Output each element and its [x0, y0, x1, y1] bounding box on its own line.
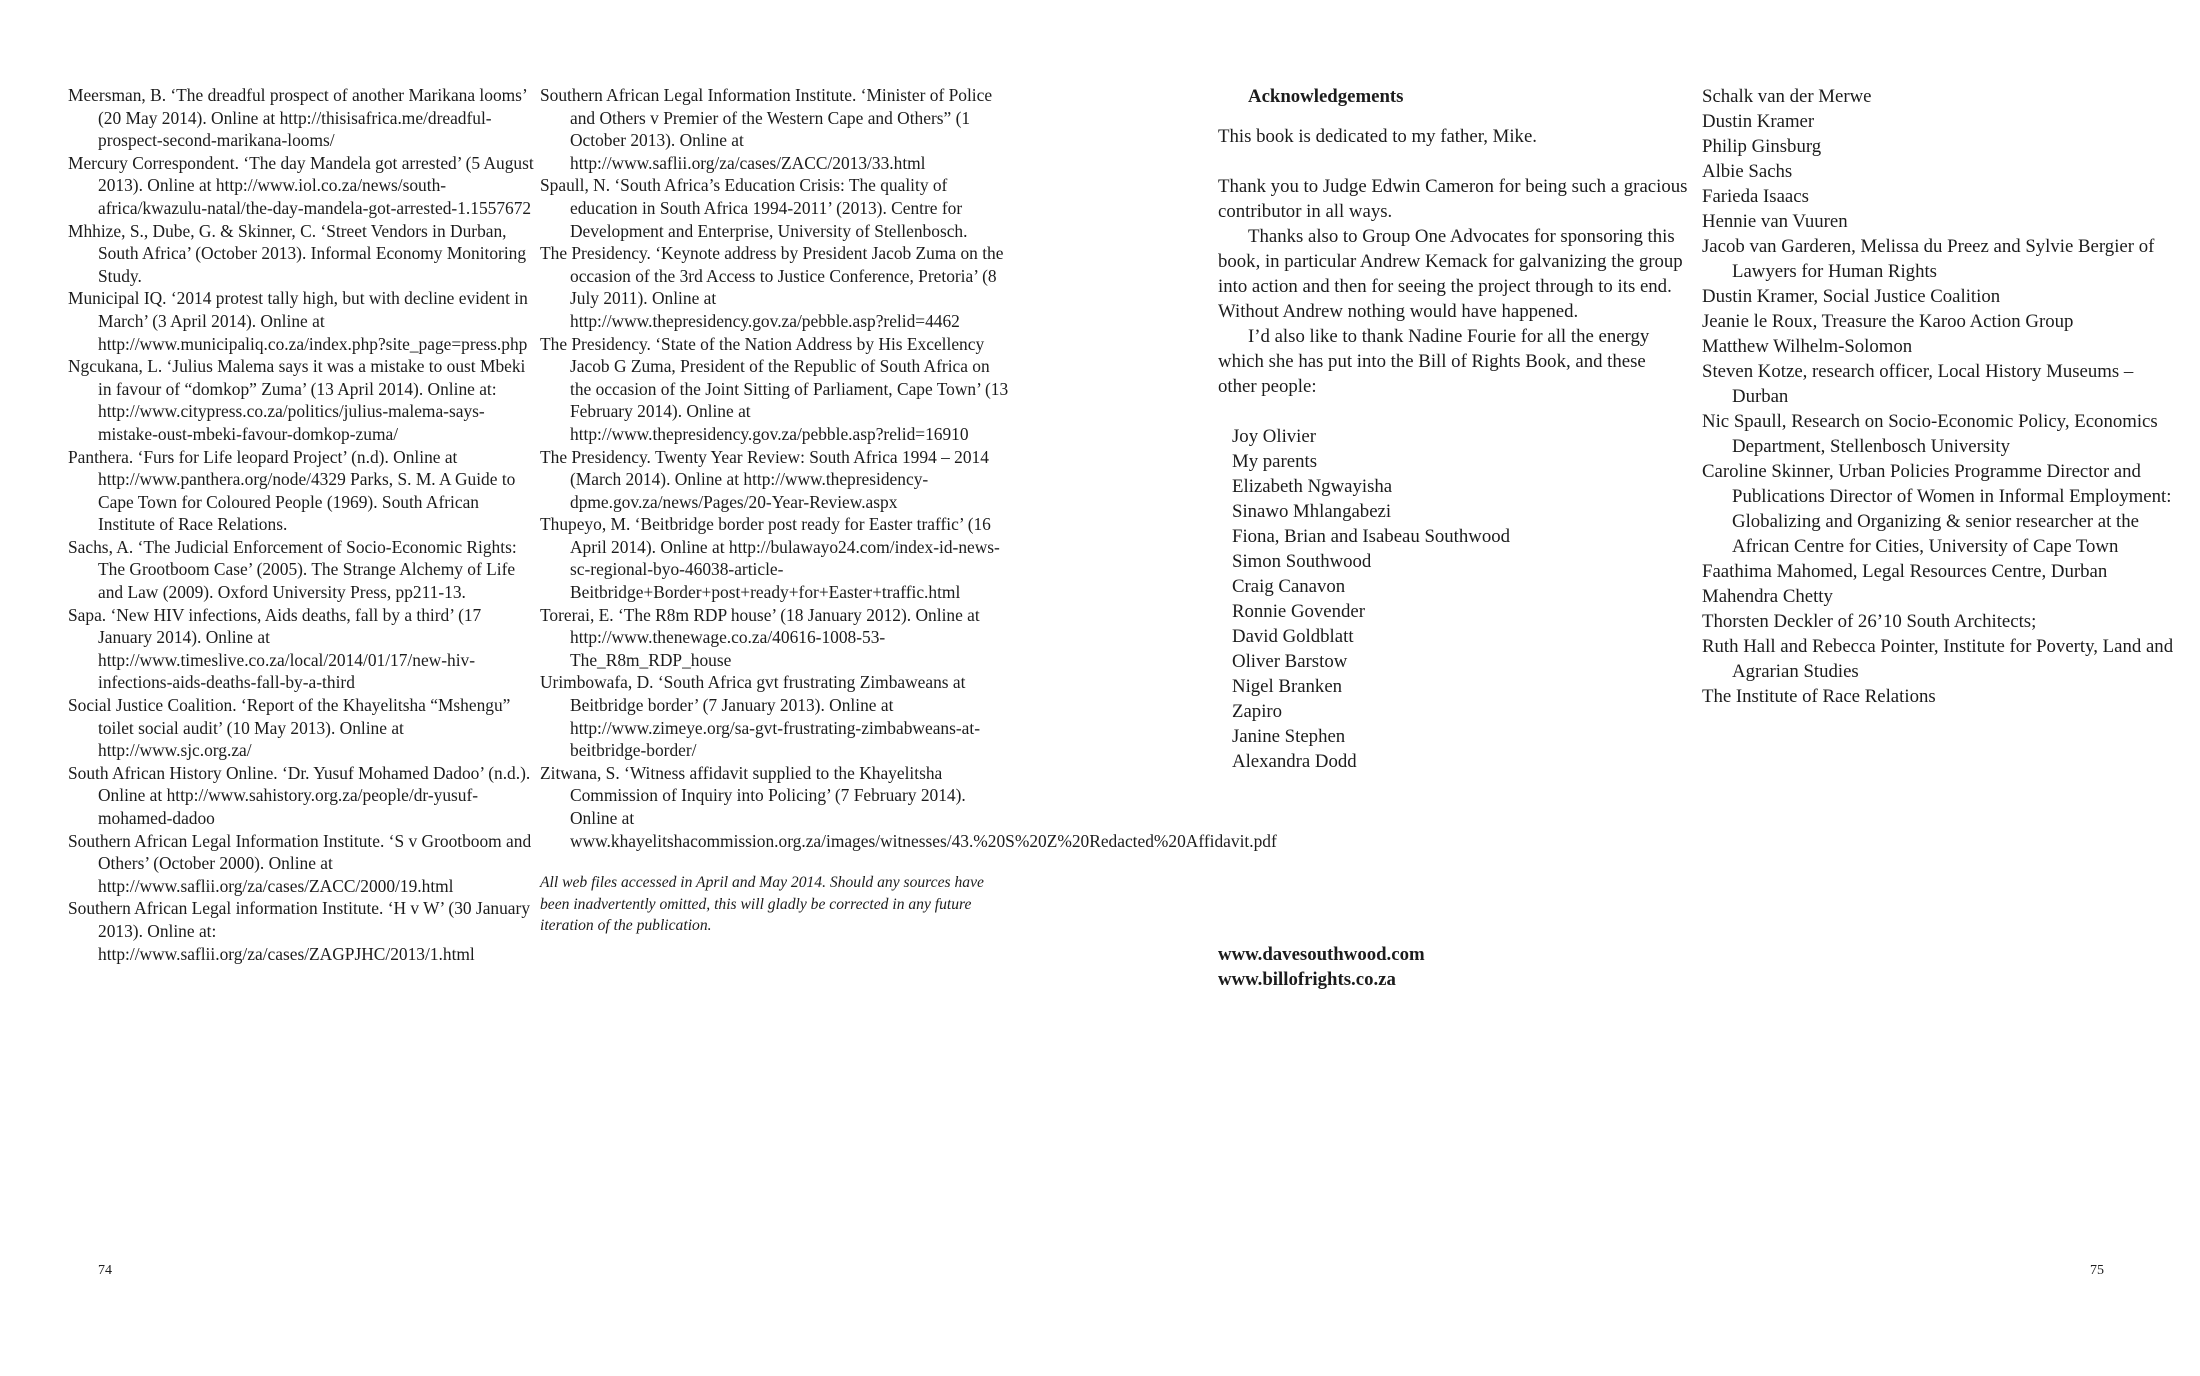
list-item: The Institute of Race Relations	[1702, 686, 1936, 707]
bibliography-entry: Social Justice Coalition. ‘Report of the Khayelitsha “Mshengu” toilet social audit’ (10 May 2013). Online at http://www.sjc.org.za/	[68, 695, 511, 761]
list-item: Joy Olivier	[1232, 426, 1316, 447]
bibliography-entry: South African History Online. ‘Dr. Yusuf Mohamed Dadoo’ (n.d.). Online at http://www.sahistory.org.za/people/dr-yusuf-mohamed-dadoo	[68, 762, 531, 828]
page-number-right: 75	[2090, 1263, 2104, 1278]
paragraph-fourie: I’d also like to thank Nadine Fourie for all the energy which she has put into the Bill of Rights Book, and these other people:	[1218, 326, 1650, 397]
list-item: Schalk van der Merwe	[1702, 86, 1872, 107]
list-item: Philip Ginsburg	[1702, 136, 1822, 157]
list-item: Jacob van Garderen, Melissa du Preez and Sylvie Bergier of Lawyers for Human Rights	[1702, 236, 2155, 282]
people-list	[1218, 424, 1688, 774]
bibliography-entry: Meersman, B. ‘The dreadful prospect of another Marikana looms’ (20 May 2014). Online at http://thisisafrica.me/dreadful-prospect-second-marikana-looms/	[68, 85, 527, 151]
website-link[interactable]: www.davesouthwood.com	[1218, 944, 1425, 965]
bibliography-entry: The Presidency. Twenty Year Review: South Africa 1994 – 2014 (March 2014). Online at http://www.thepresidency-dpme.gov.za/news/Pages/20-Year-Review.aspx	[540, 446, 989, 512]
bibliography-entry: Sapa. ‘New HIV infections, Aids deaths, fall by a third’ (17 January 2014). Online at http://www.timeslive.co.za/local/2014/01/17/new-hiv-infections-aids-deaths-fall-by-a-third	[68, 604, 482, 693]
bibliography-entry: Ngcukana, L. ‘Julius Malema says it was a mistake to oust Mbeki in favour of “domkop” Zuma’ (13 April 2014). Online at: http://www.citypress.co.za/politics/julius-malema-says-mistake-oust-mbeki-favour-domkop-zuma/	[68, 356, 526, 444]
list-item: Mahendra Chetty	[1702, 586, 1833, 607]
bibliography-entry: Municipal IQ. ‘2014 protest tally high, but with decline evident in March’ (3 April 2014). Online at http://www.municipaliq.co.za/index.php?site_page=press.php	[68, 288, 528, 354]
bibliography-entry: Sachs, A. ‘The Judicial Enforcement of Socio-Economic Rights: The Grootboom Case’ (2005). The Strange Alchemy of Life and Law (2009). Oxford University Press, pp211-13.	[68, 536, 517, 603]
list-item: Nic Spaull, Research on Socio-Economic Policy, Economics Department, Stellenbosch University	[1702, 411, 2158, 457]
bibliography-entry: Southern African Legal Information Institute. ‘S v Grootboom and Others’ (October 2000). Online at http://www.saflii.org/za/cases/ZACC/2000/19.html	[68, 830, 532, 896]
list-item: Elizabeth Ngwayisha	[1232, 476, 1393, 497]
list-item: Hennie van Vuuren	[1702, 211, 1848, 232]
list-item: Faathima Mahomed, Legal Resources Centre, Durban	[1702, 561, 2108, 582]
bibliography-entry: Urimbowafa, D. ‘South Africa gvt frustrating Zimbaweans at Beitbridge border’ (7 January 2013). Online at http://www.zimeye.org/sa-gvt-frustrating-zimbabweans-at-beitbridge-border/	[540, 672, 981, 761]
list-item: Farieda Isaacs	[1702, 186, 1809, 207]
list-item: Albie Sachs	[1702, 161, 1793, 182]
website-link[interactable]: www.billofrights.co.za	[1218, 969, 1396, 990]
list-item: Matthew Wilhelm-Solomon	[1702, 336, 1913, 357]
list-item: Dustin Kramer	[1702, 111, 1815, 132]
list-item: Craig Canavon	[1232, 576, 1346, 597]
paragraph-cameron: Thank you to Judge Edwin Cameron for being such a gracious contributor in all ways.	[1218, 176, 1688, 222]
list-item: Nigel Branken	[1232, 676, 1343, 697]
list-item: Steven Kotze, research officer, Local History Museums – Durban	[1702, 361, 2134, 407]
list-item: Ronnie Govender	[1232, 601, 1366, 622]
bibliography-entry: The Presidency. ‘State of the Nation Address by His Excellency Jacob G Zuma, President of the Republic of South Africa on the occasion of the Joint Sitting of Parliament, Cape Town’ (13 February 2014). Online at http://www.thepresidency.gov.za/pebble.asp?relid=16910	[540, 333, 1009, 444]
list-item: Caroline Skinner, Urban Policies Programme Director and Publications Director of Women in Informal Employment: Globalizing and Organizing & senior researcher at the African Centre for Cities, University of Cape Town	[1702, 461, 2172, 557]
bibliography-column-1	[68, 84, 538, 965]
website-links	[1218, 942, 1425, 992]
bibliography-entry: Torerai, E. ‘The R8m RDP house’ (18 January 2012). Online at http://www.thenewage.co.za/40616-1008-53-The_R8m_RDP_house	[540, 604, 980, 670]
page-number-left: 74	[98, 1263, 112, 1278]
bibliography-entry: Panthera. ‘Furs for Life leopard Project’ (n.d). Online at http://www.panthera.org/node/4329 Parks, S. M. A Guide to Cape Town for Coloured People (1969). South African Institute of Race Relations.	[68, 446, 516, 535]
bibliography-entry: Mercury Correspondent. ‘The day Mandela got arrested’ (5 August 2013). Online at http://www.iol.co.za/news/south-africa/kwazulu-natal/the-day-mandela-got-arrested-1.1557672	[68, 152, 534, 218]
thanks-list	[1702, 84, 2182, 709]
list-item: Janine Stephen	[1232, 726, 1346, 747]
list-item: Fiona, Brian and Isabeau Southwood	[1232, 526, 1511, 547]
paragraph-sponsors: Thanks also to Group One Advocates for sponsoring this book, in particular Andrew Kemack for galvanizing the group into action and then for seeing the project through to its end. Without Andrew nothing would have happened.	[1218, 226, 1683, 322]
list-item: David Goldblatt	[1232, 626, 1354, 647]
list-item: My parents	[1232, 451, 1318, 472]
acknowledgements-column	[1218, 84, 1688, 774]
list-item: Jeanie le Roux, Treasure the Karoo Action Group	[1702, 311, 2074, 332]
bibliography-entry: Southern African Legal Information Institute. ‘Minister of Police and Others v Premier of the Western Cape and Others” (1 October 2013). Online at http://www.saflii.org/za/cases/ZACC/2013/33.html	[540, 85, 993, 173]
bibliography-entry: Zitwana, S. ‘Witness affidavit supplied to the Khayelitsha Commission of Inquiry into Policing’ (7 February 2014). Online at www.khayelitshacommission.org.za/images/witnesses/43.%20S%20Z%20Redacted%20Affidavit.pdf	[540, 762, 1277, 851]
dedication: This book is dedicated to my father, Mike.	[1218, 126, 1537, 147]
list-item: Sinawo Mhlangabezi	[1232, 501, 1392, 522]
bibliography-entry: Southern African Legal information Institute. ‘H v W’ (30 January 2013). Online at: http://www.saflii.org/za/cases/ZAGPJHC/2013/1.html	[68, 898, 531, 964]
list-item: Alexandra Dodd	[1232, 751, 1357, 772]
list-item: Thorsten Deckler of 26’10 South Architects;	[1702, 611, 2037, 632]
bibliography-entry: Thupeyo, M. ‘Beitbridge border post ready for Easter traffic’ (16 April 2014). Online at http://bulawayo24.com/index-id-news-sc-regional-byo-46038-article-Beitbridge+Border+post+ready+for+Easter+traffic.html	[540, 514, 1000, 603]
bibliography-entry: Spaull, N. ‘South Africa’s Education Crisis: The quality of education in South Africa 1994-2011’ (2013). Centre for Development and Enterprise, University of Stellenbosch.	[540, 175, 968, 241]
list-item: Dustin Kramer, Social Justice Coalition	[1702, 286, 2001, 307]
access-note: All web files accessed in April and May 2014. Should any sources have been inadvertently omitted, this will gladly be corrected in any future iteration of the publication.	[540, 874, 984, 935]
bibliography-entry: Mhhize, S., Dube, G. & Skinner, C. ‘Street Vendors in Durban, South Africa’ (October 2013). Informal Economy Monitoring Study.	[68, 220, 527, 286]
list-item: Simon Southwood	[1232, 551, 1372, 572]
bibliography-entry: The Presidency. ‘Keynote address by President Jacob Zuma on the occasion of the 3rd Access to Justice Conference, Pretoria’ (8 July 2011). Online at http://www.thepresidency.gov.za/pebble.asp?relid=4462	[540, 243, 1004, 331]
acknowledgements-heading: Acknowledgements	[1248, 86, 1404, 107]
list-item: Zapiro	[1232, 701, 1283, 722]
list-item: Oliver Barstow	[1232, 651, 1348, 672]
list-item: Ruth Hall and Rebecca Pointer, Institute for Poverty, Land and Agrarian Studies	[1702, 636, 2174, 682]
